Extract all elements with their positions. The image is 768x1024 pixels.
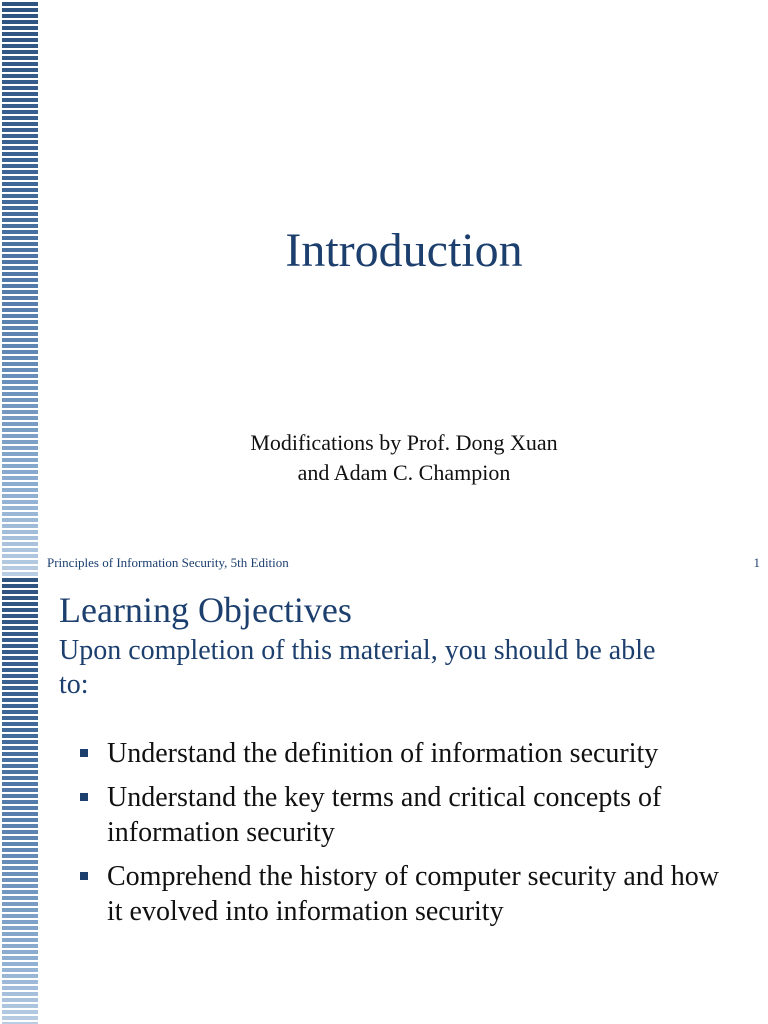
- decorative-stripe: [2, 576, 38, 1024]
- objectives-list: [78, 736, 738, 938]
- list-item-text: Understand the key terms and critical concepts of information security: [107, 782, 662, 848]
- decorative-stripe: [2, 0, 38, 576]
- subtitle-line-1: Modifications by Prof. Dong Xuan: [250, 430, 558, 455]
- slide-learning-objectives: [0, 576, 768, 1024]
- square-bullet-icon: [80, 749, 88, 757]
- square-bullet-icon: [80, 793, 88, 801]
- list-item-text: Understand the definition of information security: [107, 738, 659, 769]
- square-bullet-icon: [80, 872, 88, 880]
- list-item-text: Comprehend the history of computer security and how it evolved into information security: [107, 861, 719, 927]
- list-item: [78, 780, 738, 850]
- slide-title: Learning Objectives: [59, 590, 352, 630]
- slide-subtitle: [40, 428, 768, 488]
- slide-footer: Principles of Information Security, 5th Edition: [47, 555, 289, 570]
- slide-title: Introduction: [285, 224, 523, 277]
- slide-subtitle: Upon completion of this material, you should be able to:: [59, 635, 656, 700]
- subtitle-line-2: and Adam C. Champion: [297, 460, 511, 485]
- page-number: 1: [753, 555, 760, 570]
- list-item: [78, 859, 738, 929]
- list-item: [78, 736, 738, 771]
